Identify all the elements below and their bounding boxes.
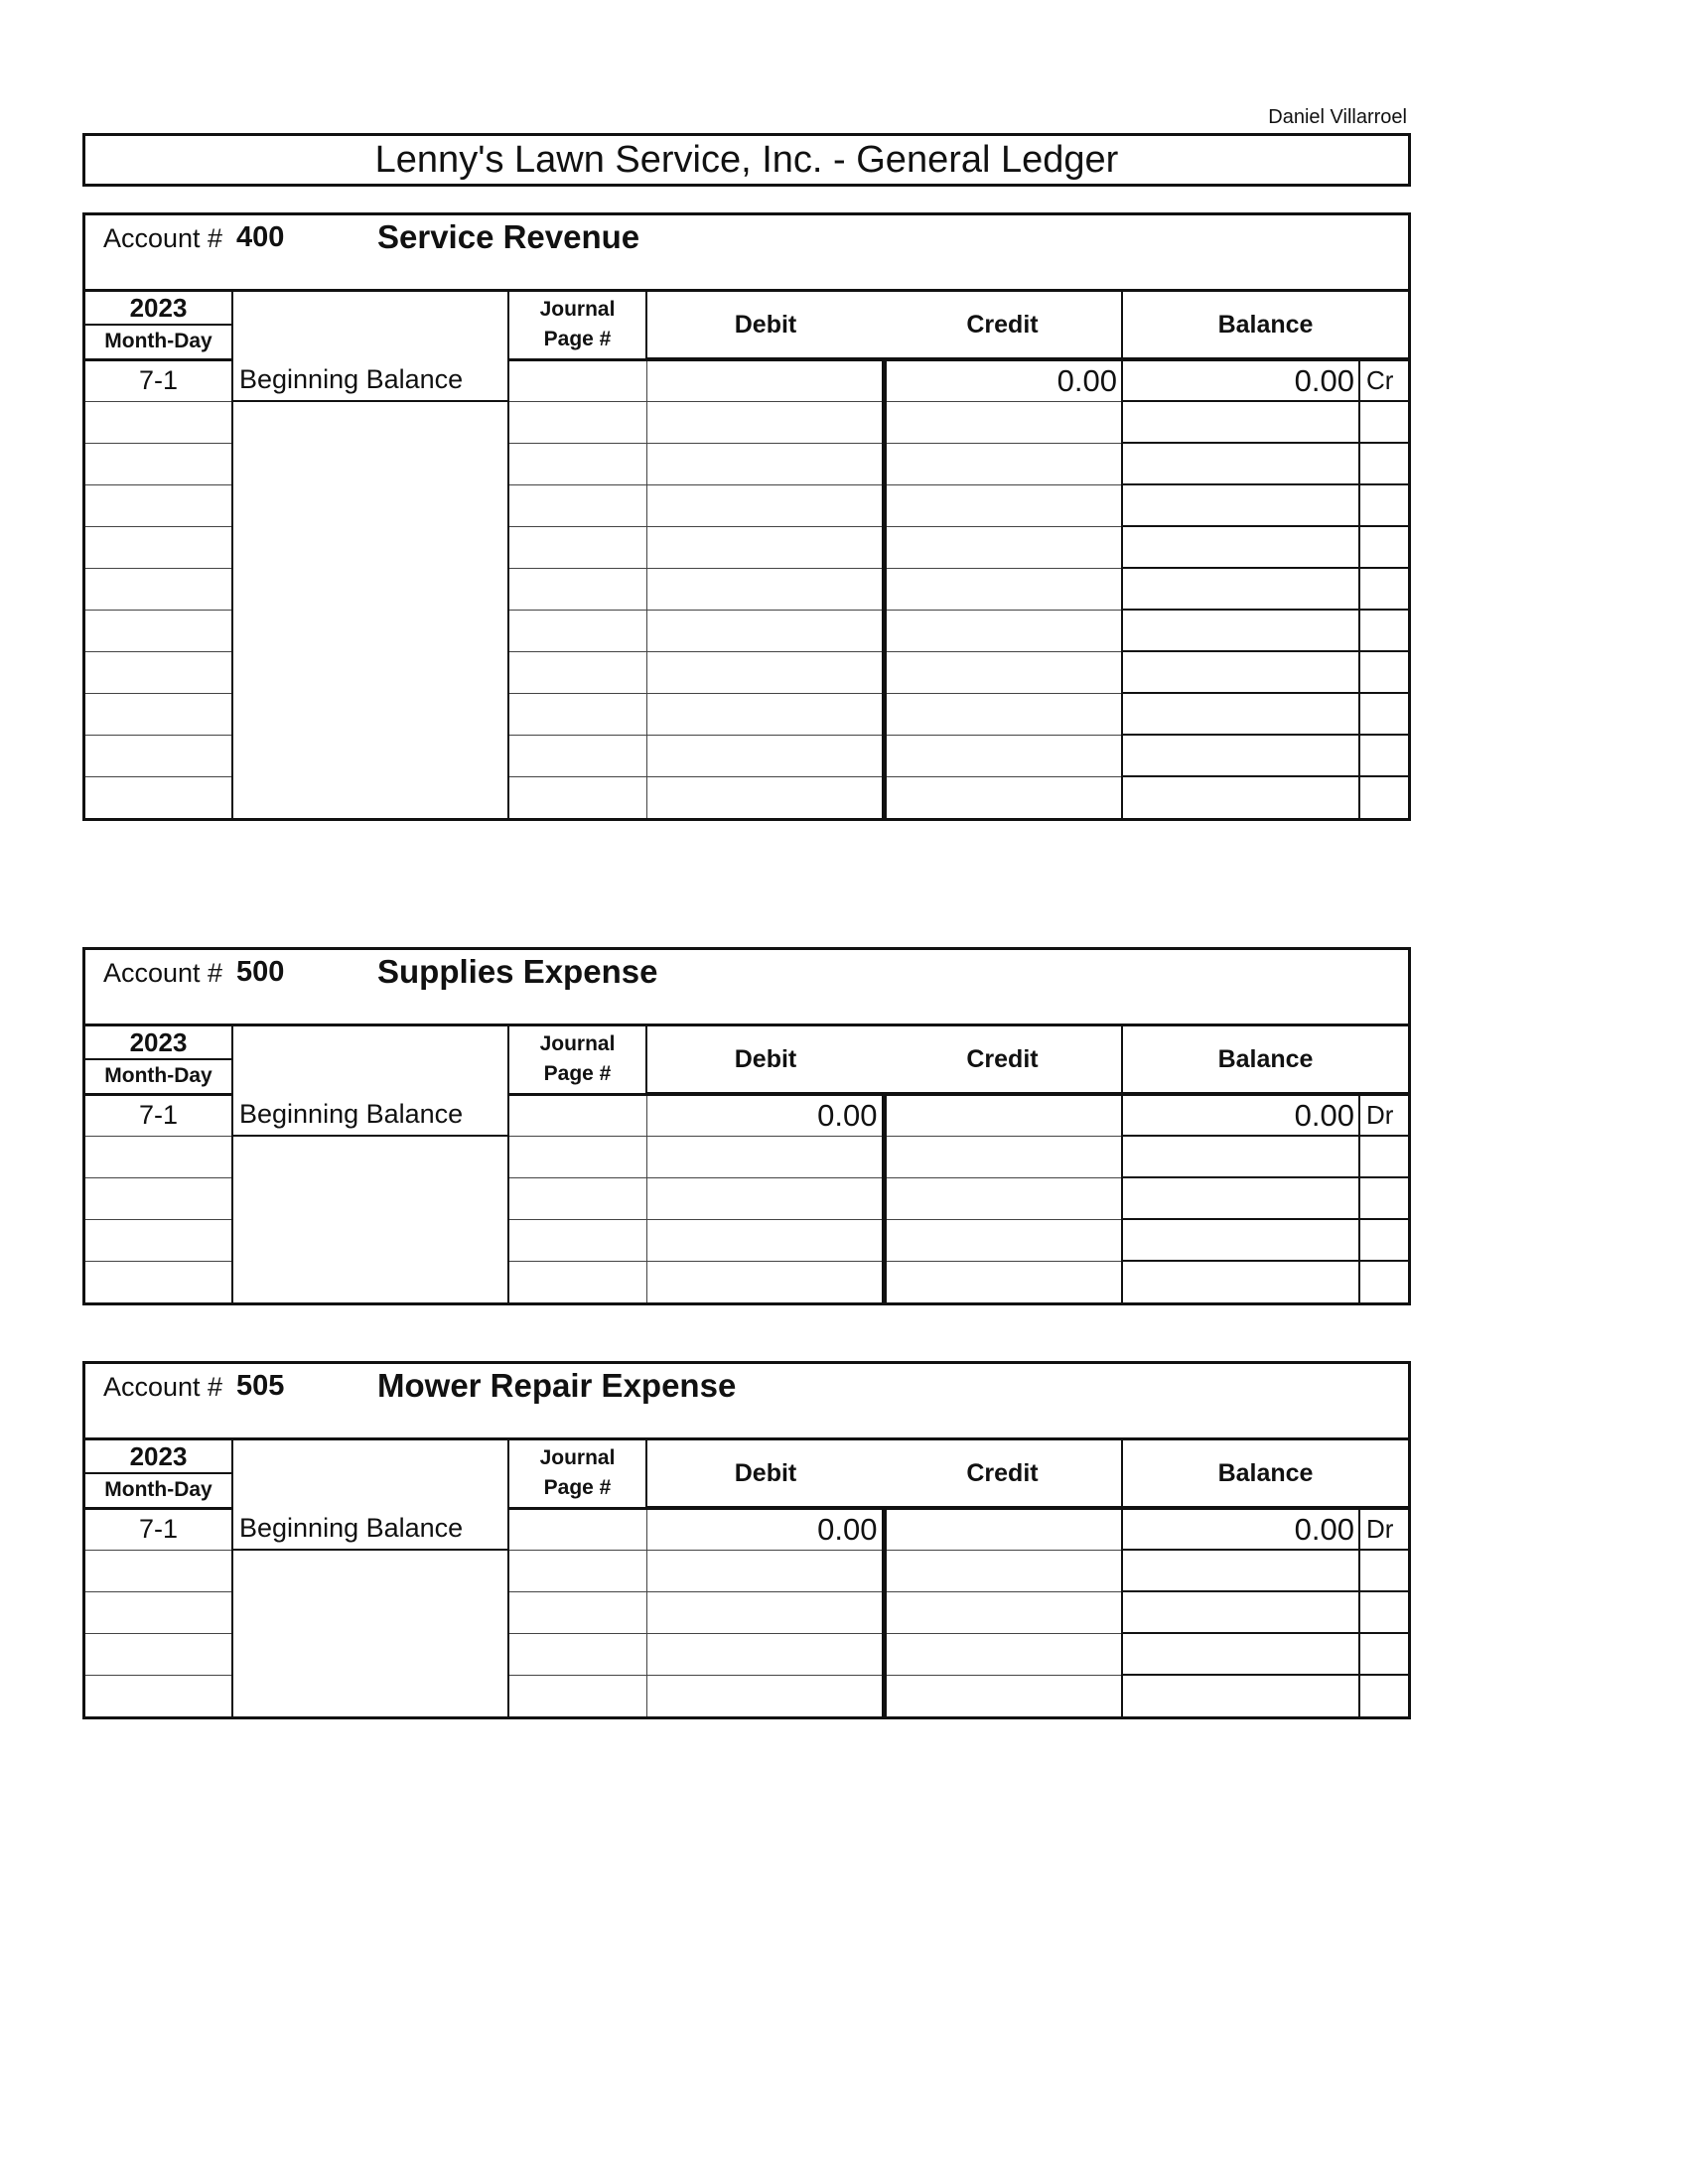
blank-side-cell — [1359, 610, 1408, 651]
entry-balance: 0.00 — [1122, 359, 1359, 401]
entry-balance: 0.00 — [1122, 1508, 1359, 1550]
table-row — [85, 1136, 1408, 1177]
blank-date-cell — [85, 735, 232, 776]
blank-journal-cell — [508, 1261, 646, 1302]
entry-date: 7-1 — [85, 1508, 232, 1550]
date-column-header — [85, 1440, 232, 1508]
blank-credit-cell — [884, 776, 1122, 818]
blank-side-cell — [1359, 651, 1408, 693]
blank-side-cell — [1359, 1219, 1408, 1261]
blank-description-cell — [232, 693, 508, 735]
blank-debit-cell — [646, 443, 884, 484]
blank-side-cell — [1359, 443, 1408, 484]
journal-page-column-header — [508, 1026, 646, 1094]
blank-description-cell — [232, 1177, 508, 1219]
account-label: Account # — [103, 1372, 223, 1402]
blank-balance-cell — [1122, 1633, 1359, 1675]
table-row — [85, 359, 1408, 401]
description-column-header — [232, 1440, 508, 1508]
account-label: Account # — [103, 958, 223, 988]
entry-description: Beginning Balance — [232, 1508, 508, 1550]
date-column-header — [85, 292, 232, 359]
entry-balance: 0.00 — [1122, 1094, 1359, 1136]
blank-date-cell — [85, 651, 232, 693]
blank-description-cell — [232, 1219, 508, 1261]
blank-balance-cell — [1122, 1136, 1359, 1177]
blank-description-cell — [232, 776, 508, 818]
ledger-table — [85, 1440, 1408, 1716]
blank-credit-cell — [884, 1219, 1122, 1261]
blank-side-cell — [1359, 484, 1408, 526]
blank-balance-cell — [1122, 1675, 1359, 1716]
entry-credit: 0.00 — [884, 359, 1122, 401]
account-number: 500 — [236, 956, 285, 988]
account-header — [85, 215, 1408, 292]
blank-debit-cell — [646, 568, 884, 610]
blank-description-cell — [232, 443, 508, 484]
blank-description-cell — [232, 1550, 508, 1591]
journal-label: Journal — [539, 1446, 616, 1470]
entry-date: 7-1 — [85, 1094, 232, 1136]
blank-date-cell — [85, 1591, 232, 1633]
blank-date-cell — [85, 568, 232, 610]
blank-journal-cell — [508, 776, 646, 818]
blank-debit-cell — [646, 1177, 884, 1219]
journal-label: Journal — [539, 298, 616, 322]
blank-side-cell — [1359, 1177, 1408, 1219]
entry-journal-page — [508, 1094, 646, 1136]
table-row — [85, 1633, 1408, 1675]
table-row — [85, 1177, 1408, 1219]
blank-journal-cell — [508, 443, 646, 484]
month-day-label: Month-Day — [104, 1064, 212, 1088]
blank-date-cell — [85, 1136, 232, 1177]
blank-description-cell — [232, 401, 508, 443]
blank-date-cell — [85, 1177, 232, 1219]
entry-journal-page — [508, 359, 646, 401]
debit-column-header: Debit — [646, 1440, 884, 1508]
blank-journal-cell — [508, 568, 646, 610]
table-row — [85, 401, 1408, 443]
table-row — [85, 1675, 1408, 1716]
debit-column-header: Debit — [646, 292, 884, 359]
blank-description-cell — [232, 568, 508, 610]
table-row — [85, 484, 1408, 526]
entry-balance-side: Dr — [1359, 1094, 1408, 1136]
balance-column-header: Balance — [1122, 292, 1408, 359]
ledger-account-400 — [82, 212, 1411, 821]
blank-credit-cell — [884, 693, 1122, 735]
entry-balance-side: Dr — [1359, 1508, 1408, 1550]
blank-debit-cell — [646, 1261, 884, 1302]
blank-credit-cell — [884, 651, 1122, 693]
journal-page-column-header — [508, 1440, 646, 1508]
blank-debit-cell — [646, 1219, 884, 1261]
blank-balance-cell — [1122, 1261, 1359, 1302]
balance-column-header: Balance — [1122, 1440, 1408, 1508]
blank-side-cell — [1359, 401, 1408, 443]
month-day-label: Month-Day — [104, 330, 212, 353]
blank-description-cell — [232, 651, 508, 693]
blank-credit-cell — [884, 735, 1122, 776]
blank-debit-cell — [646, 401, 884, 443]
table-row — [85, 1261, 1408, 1302]
blank-date-cell — [85, 1550, 232, 1591]
blank-debit-cell — [646, 651, 884, 693]
blank-description-cell — [232, 610, 508, 651]
entry-debit: 0.00 — [646, 1508, 884, 1550]
blank-balance-cell — [1122, 568, 1359, 610]
blank-credit-cell — [884, 1177, 1122, 1219]
table-row — [85, 693, 1408, 735]
ledger-table — [85, 292, 1408, 818]
blank-description-cell — [232, 1591, 508, 1633]
table-row — [85, 610, 1408, 651]
table-row — [85, 1591, 1408, 1633]
blank-date-cell — [85, 1633, 232, 1675]
blank-journal-cell — [508, 1633, 646, 1675]
blank-balance-cell — [1122, 443, 1359, 484]
blank-debit-cell — [646, 610, 884, 651]
blank-credit-cell — [884, 526, 1122, 568]
entry-date: 7-1 — [85, 359, 232, 401]
table-row — [85, 1508, 1408, 1550]
journal-label: Journal — [539, 1032, 616, 1056]
blank-date-cell — [85, 1219, 232, 1261]
blank-date-cell — [85, 1675, 232, 1716]
account-label: Account # — [103, 223, 223, 253]
entry-balance-side: Cr — [1359, 359, 1408, 401]
blank-side-cell — [1359, 568, 1408, 610]
blank-journal-cell — [508, 693, 646, 735]
page-label: Page # — [543, 1476, 612, 1500]
account-header — [85, 950, 1408, 1026]
credit-column-header: Credit — [884, 292, 1122, 359]
blank-journal-cell — [508, 610, 646, 651]
account-header — [85, 1364, 1408, 1440]
blank-date-cell — [85, 443, 232, 484]
blank-date-cell — [85, 693, 232, 735]
table-row — [85, 1094, 1408, 1136]
blank-date-cell — [85, 1261, 232, 1302]
blank-credit-cell — [884, 484, 1122, 526]
blank-balance-cell — [1122, 693, 1359, 735]
blank-credit-cell — [884, 1550, 1122, 1591]
account-name: Service Revenue — [377, 218, 640, 255]
blank-credit-cell — [884, 568, 1122, 610]
blank-date-cell — [85, 401, 232, 443]
entry-credit — [884, 1094, 1122, 1136]
blank-side-cell — [1359, 776, 1408, 818]
debit-column-header: Debit — [646, 1026, 884, 1094]
table-row — [85, 735, 1408, 776]
blank-balance-cell — [1122, 1550, 1359, 1591]
blank-side-cell — [1359, 1633, 1408, 1675]
blank-description-cell — [232, 735, 508, 776]
blank-date-cell — [85, 484, 232, 526]
blank-description-cell — [232, 1136, 508, 1177]
entry-debit — [646, 359, 884, 401]
blank-debit-cell — [646, 1136, 884, 1177]
blank-balance-cell — [1122, 401, 1359, 443]
entry-description: Beginning Balance — [232, 1094, 508, 1136]
blank-journal-cell — [508, 526, 646, 568]
blank-journal-cell — [508, 651, 646, 693]
account-number: 505 — [236, 1370, 285, 1402]
entry-journal-page — [508, 1508, 646, 1550]
blank-journal-cell — [508, 735, 646, 776]
blank-side-cell — [1359, 735, 1408, 776]
blank-balance-cell — [1122, 610, 1359, 651]
blank-description-cell — [232, 1633, 508, 1675]
blank-debit-cell — [646, 1550, 884, 1591]
table-row — [85, 1219, 1408, 1261]
blank-journal-cell — [508, 1675, 646, 1716]
blank-balance-cell — [1122, 1219, 1359, 1261]
blank-journal-cell — [508, 484, 646, 526]
page-label: Page # — [543, 1062, 612, 1086]
page-title: Lenny's Lawn Service, Inc. - General Ledger — [82, 133, 1411, 187]
balance-column-header: Balance — [1122, 1026, 1408, 1094]
blank-credit-cell — [884, 610, 1122, 651]
blank-side-cell — [1359, 1136, 1408, 1177]
blank-balance-cell — [1122, 735, 1359, 776]
blank-debit-cell — [646, 484, 884, 526]
ledger-account-505 — [82, 1361, 1411, 1719]
blank-description-cell — [232, 484, 508, 526]
blank-debit-cell — [646, 776, 884, 818]
blank-journal-cell — [508, 1219, 646, 1261]
blank-balance-cell — [1122, 1177, 1359, 1219]
blank-credit-cell — [884, 1633, 1122, 1675]
blank-side-cell — [1359, 693, 1408, 735]
entry-credit — [884, 1508, 1122, 1550]
blank-date-cell — [85, 526, 232, 568]
blank-balance-cell — [1122, 526, 1359, 568]
blank-balance-cell — [1122, 1591, 1359, 1633]
blank-debit-cell — [646, 1633, 884, 1675]
blank-date-cell — [85, 610, 232, 651]
table-row — [85, 568, 1408, 610]
blank-debit-cell — [646, 693, 884, 735]
blank-side-cell — [1359, 1261, 1408, 1302]
blank-side-cell — [1359, 1550, 1408, 1591]
blank-debit-cell — [646, 1591, 884, 1633]
year-label: 2023 — [85, 1026, 231, 1060]
month-day-label: Month-Day — [104, 1478, 212, 1502]
blank-balance-cell — [1122, 651, 1359, 693]
blank-debit-cell — [646, 526, 884, 568]
blank-credit-cell — [884, 443, 1122, 484]
account-name: Supplies Expense — [377, 953, 658, 990]
blank-description-cell — [232, 1261, 508, 1302]
blank-credit-cell — [884, 1675, 1122, 1716]
blank-balance-cell — [1122, 776, 1359, 818]
entry-debit: 0.00 — [646, 1094, 884, 1136]
credit-column-header: Credit — [884, 1440, 1122, 1508]
table-row — [85, 776, 1408, 818]
table-row — [85, 443, 1408, 484]
blank-credit-cell — [884, 1136, 1122, 1177]
blank-credit-cell — [884, 1261, 1122, 1302]
blank-journal-cell — [508, 1136, 646, 1177]
blank-journal-cell — [508, 1550, 646, 1591]
page-label: Page # — [543, 328, 612, 351]
blank-journal-cell — [508, 1177, 646, 1219]
table-row — [85, 651, 1408, 693]
account-number: 400 — [236, 221, 285, 253]
year-label: 2023 — [85, 1440, 231, 1474]
credit-column-header: Credit — [884, 1026, 1122, 1094]
account-name: Mower Repair Expense — [377, 1367, 737, 1404]
journal-page-column-header — [508, 292, 646, 359]
description-column-header — [232, 1026, 508, 1094]
table-row — [85, 526, 1408, 568]
description-column-header — [232, 292, 508, 359]
ledger-account-500 — [82, 947, 1411, 1305]
blank-credit-cell — [884, 1591, 1122, 1633]
blank-description-cell — [232, 526, 508, 568]
entry-description: Beginning Balance — [232, 359, 508, 401]
blank-date-cell — [85, 776, 232, 818]
blank-debit-cell — [646, 735, 884, 776]
date-column-header — [85, 1026, 232, 1094]
table-row — [85, 1550, 1408, 1591]
blank-journal-cell — [508, 401, 646, 443]
blank-credit-cell — [884, 401, 1122, 443]
author-name: Daniel Villarroel — [1268, 106, 1407, 128]
ledger-table — [85, 1026, 1408, 1302]
blank-side-cell — [1359, 1675, 1408, 1716]
blank-debit-cell — [646, 1675, 884, 1716]
blank-description-cell — [232, 1675, 508, 1716]
year-label: 2023 — [85, 292, 231, 326]
blank-side-cell — [1359, 1591, 1408, 1633]
blank-journal-cell — [508, 1591, 646, 1633]
blank-balance-cell — [1122, 484, 1359, 526]
blank-side-cell — [1359, 526, 1408, 568]
